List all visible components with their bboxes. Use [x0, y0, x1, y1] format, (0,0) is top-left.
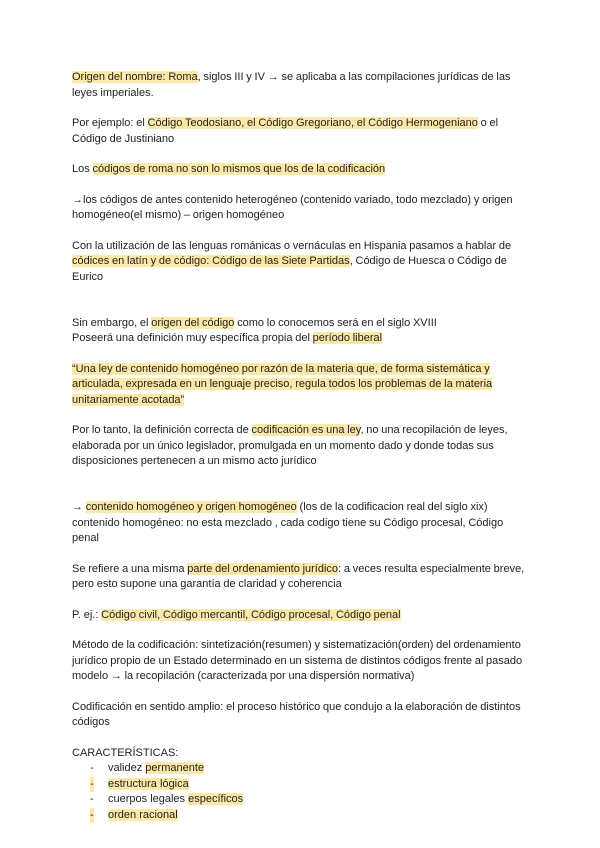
text-segment: códices en latín y de código: Código de las Siete Partidas: [72, 255, 350, 267]
paragraph-ejemplo: [72, 116, 528, 147]
list-dash: -: [90, 808, 94, 824]
text-segment: Código civil, Código mercantil, Código procesal, Código penal: [101, 608, 401, 621]
paragraph-origen: [72, 70, 528, 101]
text-segment: , Código de Huesca o Código de Eurico: [72, 255, 507, 283]
text-segment: →: [72, 501, 86, 513]
paragraph-codigos-roma: [72, 162, 528, 178]
text-segment: contenido homogéneo y origen homogéneo: [85, 501, 297, 513]
text-segment: parte del ordenamiento jurídico: [187, 562, 339, 575]
caracteristicas-heading: CARACTERÍSTICAS:: [72, 746, 179, 759]
text-segment: específicos: [188, 793, 244, 805]
text-segment: orden racional: [108, 808, 178, 821]
text-segment: códigos de roma no son lo mismos que los de la codificación: [92, 163, 386, 175]
text-segment: validez: [108, 762, 146, 774]
text-segment: como lo conocemos será en el siglo XVIII Poseerá una definición muy específica propia del: [72, 316, 437, 344]
list-dash: -: [90, 762, 94, 774]
paragraph-se-refiere: [72, 562, 528, 593]
text-segment: P. ej.:: [72, 608, 102, 621]
text-segment: Origen del nombre: Roma: [72, 71, 198, 83]
text-segment: Código Teodosiano, el Código Gregoriano, el Código Hermogeniano: [147, 117, 478, 129]
text-segment: permanente: [145, 762, 205, 774]
paragraph-por-lo-tanto: [72, 423, 528, 470]
text-segment: →los códigos de antes contenido heterogéneo (contenido variado, todo mezclado) y origen homogéneo(el mismo) – origen homogéneo: [72, 193, 513, 221]
list-dash: -: [90, 793, 94, 805]
text-segment: Se refiere a una misma: [72, 562, 188, 575]
text-segment: Los: [72, 163, 93, 175]
text-segment: (los de la codificacion real del siglo xix) contenido homogéneo: no esta mezclado , cada codigo tiene su Código procesal, Código penal: [72, 501, 504, 544]
paragraph-contenido: [72, 485, 528, 547]
text-segment: origen del código: [151, 316, 235, 329]
text-segment: Método de la codificación: sintetización(resumen) y sistematización(orden) del ordenamiento jurídico propio de un Estado determinado en un sistema de distintos códigos frente al pasado modelo → la recopilación (caracterizada por una dispersión normativa): [72, 639, 523, 682]
paragraph-lenguas: [72, 239, 528, 286]
text-segment: período liberal: [312, 332, 383, 344]
list-item: [90, 792, 528, 808]
text-segment: estructura lógica: [108, 777, 189, 790]
text-segment: o el Código de Justiniano: [72, 117, 499, 145]
text-segment: cuerpos legales: [108, 793, 189, 805]
paragraph-definicion: [72, 362, 528, 409]
text-segment: , no una recopilación de leyes, elaborada por un único legislador, promulgada en un momento dado y donde todas sus disposiciones pertenecen a un mismo acto jurídico: [72, 424, 508, 467]
paragraph-pej: [72, 608, 528, 624]
list-item: [90, 761, 528, 777]
text-segment: Sin embargo, el: [72, 316, 152, 329]
paragraph-amplio: [72, 700, 528, 731]
paragraph-antes: [72, 193, 528, 224]
list-item: [90, 808, 528, 824]
list-item: [90, 777, 528, 793]
caracteristicas-list: [72, 761, 528, 823]
text-segment: codificación es una ley: [251, 424, 361, 436]
text-segment: Codificación en sentido amplio: el proceso histórico que condujo a la elaboración de distintos códigos: [72, 700, 521, 728]
text-segment: : a veces resulta especialmente breve, pero esto supone una garantía de claridad y coherencia: [72, 562, 525, 590]
text-segment: Con la utilización de las lenguas románicas o vernáculas en Hispania pasamos a hablar de: [72, 239, 512, 252]
list-dash: -: [90, 777, 94, 793]
paragraph-sin-embargo: [72, 300, 528, 347]
text-segment: , siglos III y IV → se aplicaba a las compilaciones jurídicas de las leyes imperiales.: [72, 71, 511, 99]
text-segment: “Una ley de contenido homogéneo por razón de la materia que, de forma sistemática y articulada, expresada en un lenguaje preciso, regula todos los problemas de la materia unitariamente acotada”: [72, 362, 493, 406]
text-segment: Por ejemplo: el: [72, 117, 148, 129]
paragraph-metodo: [72, 638, 528, 685]
text-segment: Por lo tanto, la definición correcta de: [72, 424, 252, 436]
